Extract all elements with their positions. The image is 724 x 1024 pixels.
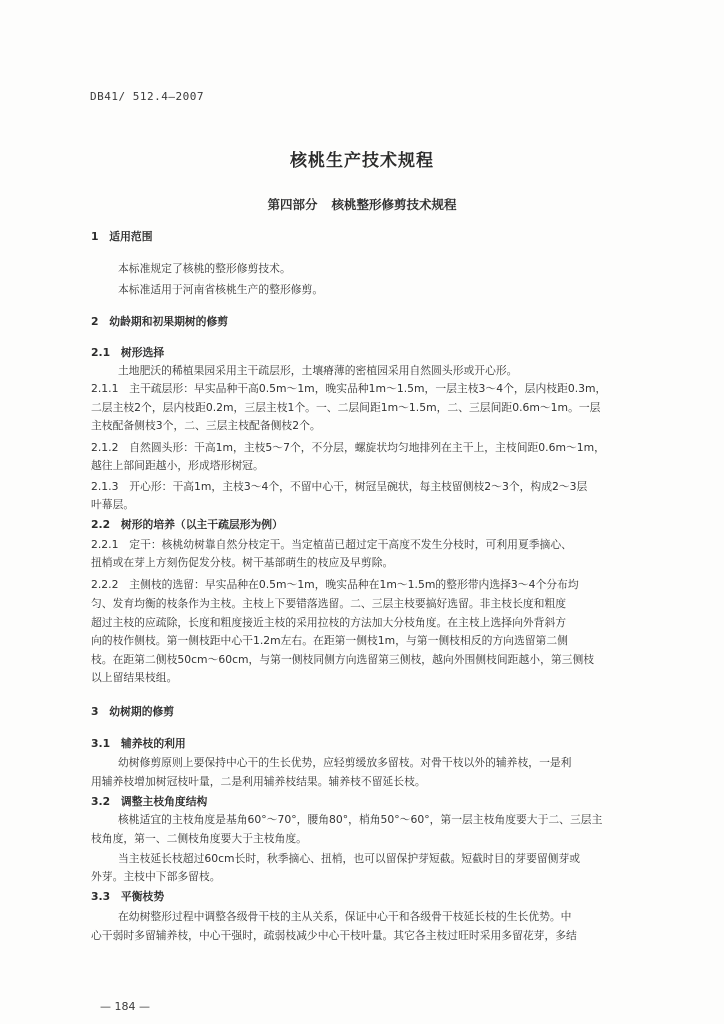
subsection-heading: 3.2 调整主枝角度结构 — [91, 795, 208, 808]
part-title — [0, 195, 724, 213]
section-heading: 2 幼龄期和初果期树的修剪 — [91, 315, 229, 328]
paragraph-line: 当主枝延长枝超过60cm长时，秋季摘心、扭梢，也可以留保护芽短截。短截时目的芽要留侧芽或 — [118, 852, 581, 865]
standard-code: DB41/ 512.4—2007 — [90, 90, 204, 103]
paragraph-line: 核桃适宜的主枝角度是基角60°～70°，腰角80°，梢角50°～60°，第一层主枝角度要大于二、三层主 — [118, 813, 603, 826]
paragraph-line: 本标准适用于河南省核桃生产的整形修剪。 — [118, 283, 324, 296]
paragraph-line: 扭梢或在芽上方刻伤促发分枝。树干基部萌生的枝应及早剪除。 — [91, 556, 394, 569]
subsection-heading: 3.3 平衡枝势 — [91, 890, 165, 903]
subsection-heading: 2.1 树形选择 — [91, 346, 165, 359]
subsection-heading: 2.2 树形的培养（以主干疏层形为例） — [91, 518, 283, 531]
document-title: 核桃生产技术规程 — [290, 151, 434, 171]
paragraph-line: 土地肥沃的稀植果园采用主干疏层形，土壤瘠薄的密植园采用自然圆头形或开心形。 — [118, 364, 518, 377]
paragraph-line: 主枝配备侧枝3个，二、三层主枝配备侧枝2个。 — [91, 419, 321, 432]
section-heading: 3 幼树期的修剪 — [91, 705, 175, 718]
paragraph-line: 超过主枝的应疏除，长度和粗度接近主枝的采用拉枝的方法加大分枝角度。在主枝上选择向外背斜方 — [91, 616, 567, 629]
page-number: — 184 — — [100, 1000, 150, 1013]
paragraph-line: 枝角度，第一、二侧枝角度要大于主枝角度。 — [91, 832, 307, 845]
paragraph-line: 枝。在距第二侧枝50cm～60cm，与第一侧枝同侧方向选留第三侧枝，越向外围侧枝间距越小，第三侧枝 — [91, 653, 595, 666]
paragraph-line: 2.1.2 自然圆头形：干高1m，主枝5～7个，不分层，螺旋状均匀地排列在主干上，主枝间距0.6m～1m， — [91, 441, 605, 454]
paragraph-line: 2.1.3 开心形：干高1m，主枝3～4个，不留中心干，树冠呈碗状，每主枝留侧枝2～3个，构成2～3层 — [91, 480, 588, 493]
part-number: 第四部分 — [267, 197, 318, 212]
paragraph-line: 2.2.1 定干：核桃幼树靠自然分枝定干。当定植苗已超过定干高度不发生分枝时，可利用夏季摘心、 — [91, 538, 572, 551]
paragraph-line: 向的枝作侧枝。第一侧枝距中心干1.2m左右。在距第一侧枝1m，与第一侧枝相反的方向选留第二侧 — [91, 634, 568, 647]
section-heading: 1 适用范围 — [91, 230, 153, 243]
paragraph-line: 2.2.2 主侧枝的选留：早实品种在0.5m～1m，晚实品种在1m～1.5m的整形带内选择3～4个分布均 — [91, 578, 579, 591]
paragraph-line: 叶幕层。 — [91, 498, 135, 511]
paragraph-line: 二层主枝2个，层内枝距0.2m，三层主枝1个。一、二层间距1m～1.5m，二、三层间距0.6m～1m。一层 — [91, 401, 601, 414]
paragraph-line: 外芽。主枝中下部多留枝。 — [91, 870, 221, 883]
paragraph-line: 本标准规定了核桃的整形修剪技术。 — [118, 262, 291, 275]
paragraph-line: 幼树修剪原则上要保持中心干的生长优势，应轻剪缓放多留枝。对骨干枝以外的辅养枝，一是利 — [118, 756, 572, 769]
paragraph-line: 2.1.1 主干疏层形：早实品种干高0.5m～1m，晚实品种1m～1.5m，一层主枝3～4个，层内枝距0.3m， — [91, 382, 607, 395]
paragraph-line: 以上留结果枝组。 — [91, 671, 178, 684]
paragraph-line: 越往上部间距越小，形成塔形树冠。 — [91, 459, 264, 472]
subsection-heading: 3.1 辅养枝的利用 — [91, 737, 186, 750]
paragraph-line: 心干弱时多留辅养枝，中心干强时，疏弱枝减少中心干枝叶量。其它各主枝过旺时采用多留花芽，多结 — [91, 929, 577, 942]
paragraph-line: 在幼树整形过程中调整各级骨干枝的主从关系，保证中心干和各级骨干枝延长枝的生长优势。中 — [118, 910, 572, 923]
part-name: 核桃整形修剪技术规程 — [331, 197, 457, 212]
paragraph-line: 匀、发育均衡的枝条作为主枝。主枝上下要错落选留。二、三层主枝要搞好选留。非主枝长度和粗度 — [91, 597, 567, 610]
paragraph-line: 用辅养枝增加树冠枝叶量，二是利用辅养枝结果。辅养枝不留延长枝。 — [91, 775, 426, 788]
